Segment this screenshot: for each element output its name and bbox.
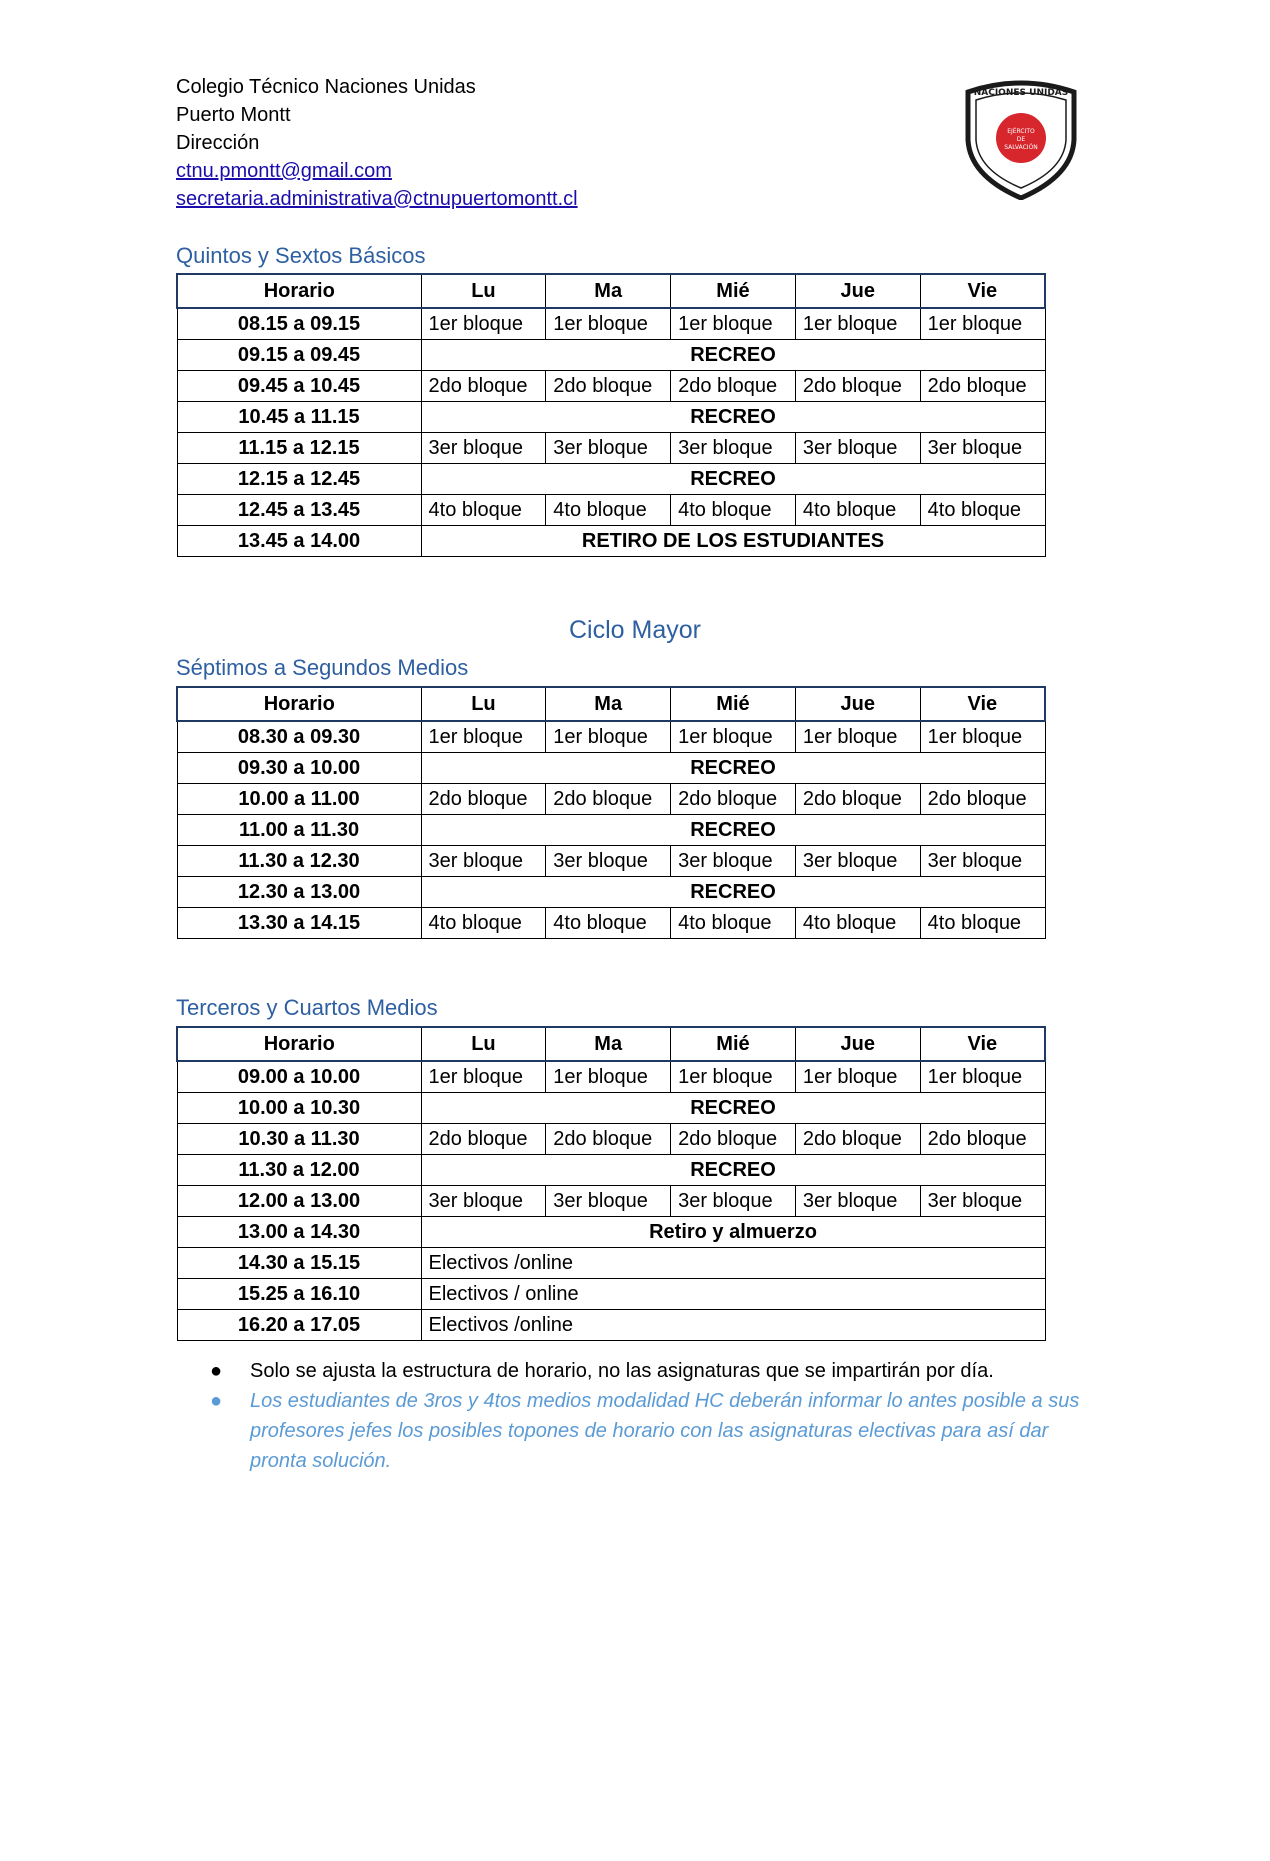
time-cell: 08.30 a 09.30: [177, 721, 421, 753]
block-cell: 4to bloque: [671, 908, 796, 939]
block-cell: 1er bloque: [421, 721, 546, 753]
table-row: [177, 1186, 1045, 1217]
section-title-septimos-segundos: Séptimos a Segundos Medios: [176, 655, 469, 680]
table-row: [177, 1217, 1045, 1248]
time-cell: 11.00 a 11.30: [177, 815, 421, 846]
table-row: [177, 846, 1045, 877]
block-cell: 4to bloque: [795, 495, 920, 526]
school-crest-logo: [960, 78, 1082, 200]
block-cell: 1er bloque: [920, 721, 1045, 753]
block-cell: 4to bloque: [546, 495, 671, 526]
column-header-day: Ma: [546, 687, 671, 721]
electivos-cell: Electivos /online: [421, 1248, 1045, 1279]
column-header-day: Jue: [795, 687, 920, 721]
table-row: [177, 402, 1045, 433]
notes-list: [210, 1356, 1090, 1476]
block-cell: 2do bloque: [546, 1124, 671, 1155]
svg-text:EJÉRCITO: EJÉRCITO: [1007, 128, 1035, 135]
block-cell: 4to bloque: [671, 495, 796, 526]
time-cell: 11.30 a 12.00: [177, 1155, 421, 1186]
column-header-day: Jue: [795, 1027, 920, 1061]
block-cell: 2do bloque: [671, 784, 796, 815]
table-row: [177, 464, 1045, 495]
svg-text:NACIONES UNIDAS: NACIONES UNIDAS: [973, 88, 1069, 98]
time-cell: 12.30 a 13.00: [177, 877, 421, 908]
table-header-row: [177, 687, 1045, 721]
block-cell: 4to bloque: [546, 908, 671, 939]
note-item-electivas: [210, 1386, 1090, 1476]
school-name: Colegio Técnico Naciones Unidas: [176, 76, 476, 98]
table-row: [177, 1124, 1045, 1155]
block-cell: 3er bloque: [920, 433, 1045, 464]
column-header-day: Lu: [421, 687, 546, 721]
time-cell: 13.30 a 14.15: [177, 908, 421, 939]
schedule-table-quintos-sextos: [176, 273, 1046, 557]
table-row: [177, 1248, 1045, 1279]
break-cell: RECREO: [421, 402, 1045, 433]
time-cell: 09.45 a 10.45: [177, 371, 421, 402]
block-cell: 2do bloque: [421, 371, 546, 402]
note-text: Solo se ajusta la estructura de horario, no las asignaturas que se impartirán por día.: [250, 1360, 994, 1382]
block-cell: 3er bloque: [671, 846, 796, 877]
electivos-cell: Electivos /online: [421, 1310, 1045, 1341]
block-cell: 3er bloque: [920, 846, 1045, 877]
schedule-table-terceros-cuartos: [176, 1026, 1046, 1341]
time-cell: 12.15 a 12.45: [177, 464, 421, 495]
svg-text:DE: DE: [1016, 136, 1026, 143]
block-cell: 2do bloque: [546, 784, 671, 815]
table-row: [177, 1310, 1045, 1341]
block-cell: 1er bloque: [795, 1061, 920, 1093]
svg-text:SALVACIÓN: SALVACIÓN: [1004, 144, 1038, 151]
time-cell: 10.00 a 10.30: [177, 1093, 421, 1124]
block-cell: 3er bloque: [546, 1186, 671, 1217]
block-cell: 3er bloque: [671, 1186, 796, 1217]
time-cell: 16.20 a 17.05: [177, 1310, 421, 1341]
column-header-day: Ma: [546, 1027, 671, 1061]
table-row: [177, 753, 1045, 784]
block-cell: 2do bloque: [546, 371, 671, 402]
block-cell: 1er bloque: [421, 308, 546, 340]
section-title-quintos-sextos: Quintos y Sextos Básicos: [176, 243, 426, 268]
school-header: [176, 73, 578, 213]
column-header-horario: Horario: [177, 1027, 421, 1061]
time-cell: 09.15 a 09.45: [177, 340, 421, 371]
block-cell: 2do bloque: [671, 371, 796, 402]
schedule-table-septimos-segundos: [176, 686, 1046, 939]
break-cell: Retiro y almuerzo: [421, 1217, 1045, 1248]
block-cell: 1er bloque: [920, 1061, 1045, 1093]
column-header-day: Vie: [920, 687, 1045, 721]
column-header-day: Lu: [421, 1027, 546, 1061]
block-cell: 2do bloque: [421, 784, 546, 815]
block-cell: 3er bloque: [920, 1186, 1045, 1217]
electivos-cell: Electivos / online: [421, 1279, 1045, 1310]
table-row: [177, 815, 1045, 846]
table-header-row: [177, 274, 1045, 308]
time-cell: 14.30 a 15.15: [177, 1248, 421, 1279]
column-header-day: Vie: [920, 274, 1045, 308]
note-text: Los estudiantes de 3ros y 4tos medios modalidad HC deberán informar lo antes posible a sus profesores jefes los posibles topones de horario con las asignaturas electivas para así dar pronta solución.: [250, 1390, 1080, 1472]
table-row: [177, 433, 1045, 464]
time-cell: 13.00 a 14.30: [177, 1217, 421, 1248]
block-cell: 2do bloque: [920, 1124, 1045, 1155]
block-cell: 1er bloque: [795, 308, 920, 340]
school-department: Dirección: [176, 132, 260, 154]
email-link-secretaria[interactable]: secretaria.administrativa@ctnupuertomontt.cl: [176, 188, 578, 210]
break-cell: RECREO: [421, 340, 1045, 371]
time-cell: 10.45 a 11.15: [177, 402, 421, 433]
break-cell: RETIRO DE LOS ESTUDIANTES: [421, 526, 1045, 557]
time-cell: 12.00 a 13.00: [177, 1186, 421, 1217]
table-row: [177, 721, 1045, 753]
table-row: [177, 371, 1045, 402]
table-row: [177, 340, 1045, 371]
email-link-gmail[interactable]: ctnu.pmontt@gmail.com: [176, 160, 392, 182]
column-header-day: Ma: [546, 274, 671, 308]
block-cell: 2do bloque: [795, 1124, 920, 1155]
block-cell: 2do bloque: [795, 784, 920, 815]
break-cell: RECREO: [421, 464, 1045, 495]
break-cell: RECREO: [421, 1155, 1045, 1186]
time-cell: 08.15 a 09.15: [177, 308, 421, 340]
column-header-horario: Horario: [177, 274, 421, 308]
block-cell: 4to bloque: [920, 908, 1045, 939]
time-cell: 09.30 a 10.00: [177, 753, 421, 784]
time-cell: 11.30 a 12.30: [177, 846, 421, 877]
table-row: [177, 308, 1045, 340]
block-cell: 1er bloque: [546, 308, 671, 340]
block-cell: 1er bloque: [671, 308, 796, 340]
table-row: [177, 1061, 1045, 1093]
time-cell: 11.15 a 12.15: [177, 433, 421, 464]
block-cell: 2do bloque: [795, 371, 920, 402]
bullet-icon: ●: [210, 1390, 223, 1412]
block-cell: 3er bloque: [421, 1186, 546, 1217]
column-header-day: Jue: [795, 274, 920, 308]
table-row: [177, 1155, 1045, 1186]
column-header-day: Vie: [920, 1027, 1045, 1061]
block-cell: 3er bloque: [671, 433, 796, 464]
column-header-day: Mié: [671, 274, 796, 308]
break-cell: RECREO: [421, 1093, 1045, 1124]
time-cell: 10.30 a 11.30: [177, 1124, 421, 1155]
block-cell: 4to bloque: [920, 495, 1045, 526]
block-cell: 2do bloque: [920, 784, 1045, 815]
time-cell: 12.45 a 13.45: [177, 495, 421, 526]
table-row: [177, 1093, 1045, 1124]
section-title-terceros-cuartos: Terceros y Cuartos Medios: [176, 995, 438, 1020]
block-cell: 1er bloque: [671, 721, 796, 753]
block-cell: 1er bloque: [795, 721, 920, 753]
table-header-row: [177, 1027, 1045, 1061]
time-cell: 15.25 a 16.10: [177, 1279, 421, 1310]
column-header-day: Lu: [421, 274, 546, 308]
block-cell: 1er bloque: [920, 308, 1045, 340]
time-cell: 09.00 a 10.00: [177, 1061, 421, 1093]
block-cell: 3er bloque: [421, 433, 546, 464]
block-cell: 1er bloque: [421, 1061, 546, 1093]
block-cell: 4to bloque: [421, 495, 546, 526]
block-cell: 2do bloque: [421, 1124, 546, 1155]
bullet-icon: ●: [210, 1360, 223, 1382]
block-cell: 2do bloque: [920, 371, 1045, 402]
block-cell: 1er bloque: [546, 1061, 671, 1093]
column-header-horario: Horario: [177, 687, 421, 721]
break-cell: RECREO: [421, 753, 1045, 784]
table-row: [177, 526, 1045, 557]
block-cell: 1er bloque: [671, 1061, 796, 1093]
time-cell: 13.45 a 14.00: [177, 526, 421, 557]
table-row: [177, 908, 1045, 939]
block-cell: 1er bloque: [546, 721, 671, 753]
table-row: [177, 877, 1045, 908]
block-cell: 4to bloque: [795, 908, 920, 939]
table-row: [177, 495, 1045, 526]
note-item-structure: [210, 1356, 1090, 1386]
block-cell: 2do bloque: [671, 1124, 796, 1155]
break-cell: RECREO: [421, 877, 1045, 908]
block-cell: 3er bloque: [795, 1186, 920, 1217]
column-header-day: Mié: [671, 1027, 796, 1061]
table-row: [177, 784, 1045, 815]
block-cell: 3er bloque: [795, 846, 920, 877]
block-cell: 3er bloque: [546, 433, 671, 464]
time-cell: 10.00 a 11.00: [177, 784, 421, 815]
break-cell: RECREO: [421, 815, 1045, 846]
table-row: [177, 1279, 1045, 1310]
block-cell: 3er bloque: [421, 846, 546, 877]
block-cell: 3er bloque: [546, 846, 671, 877]
school-city: Puerto Montt: [176, 104, 291, 126]
ciclo-mayor-heading: Ciclo Mayor: [569, 616, 701, 644]
block-cell: 4to bloque: [421, 908, 546, 939]
block-cell: 3er bloque: [795, 433, 920, 464]
column-header-day: Mié: [671, 687, 796, 721]
